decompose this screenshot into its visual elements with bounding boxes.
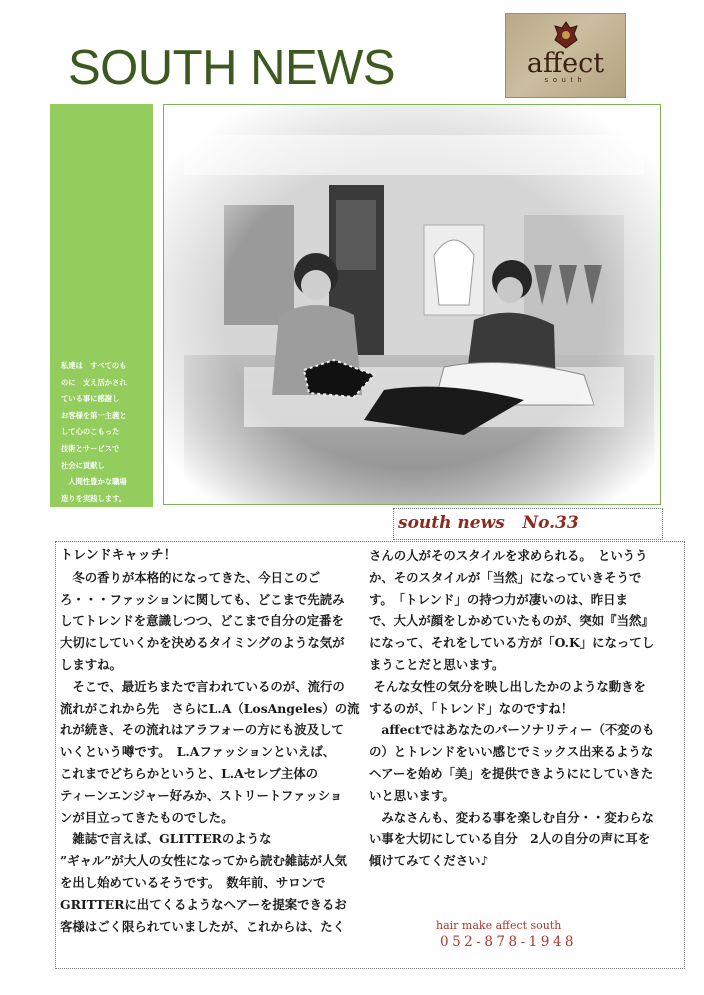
salon-phone: 052-878-1948 <box>440 934 578 950</box>
article-right-body: さんの人がそのスタイルを求められる。 というう か、そのスタイルが「当然」になっていきそうで す。 「トレンド」の持つ力が凄いのは、昨日ま で、大人が顔をしかめていたものが、突如『当然』 になって、それをしている方が「O.K」になってし まうことだと思います。 そんな女性の気分を映し出したかのような動きを するのが、「トレンド」なのですね！ affectではあなたのパーソナリティー（不変のも の）とトレンドをいい感じでミックス出来るような ヘアーを始め「美」を提供できようににしていきた いと思います。 みなさんも、変わる事を楽しむ自分・・変わらな い事を大切にしている自分 2人の自分の声に耳を 傾けてみてください♪ <box>369 548 655 869</box>
salon-photo <box>163 104 661 505</box>
logo-word: affect <box>526 48 605 79</box>
masthead-title: SOUTH NEWS <box>68 41 396 95</box>
salon-name: hair make affect south <box>436 919 562 932</box>
article-left-body: 冬の香りが本格的になってきた、今日このご ろ・・・ファッションに関しても、どこまで先読み してトレンドを意識しつつ、どこまで自分の定番を 大切にしていくかを決めるタイミングのような気が しますね。 そこで、最近ちまたで言われているのが、流行の 流れがこれから先 さらにL.A（LosAngeles）の流 れが続き、その流れはアラフォーの方にも波及して いくという噂です。 L.Aファッションといえば、 これまでどちらかというと、L.Aセレブ主体の ティーンエンジャー好みか、ストリートファッショ ンが目立ってきたものでした。 雑誌で言えば、GLITTERのような ”ギャル”が大人の女性になってから読む雑誌が人気 を出し始めているそうです。 数年前、サロンで GRITTERに出てくるようなヘアーを提案できるお 客様はごく限られていましたが、これからは、たく <box>60 569 360 934</box>
sidebar-text: 私達は すべてのも のに 支え活かされ ている事に感謝し お客様を第一主義と して心のこもった 技術とサービスで 社会に貢献し 人間性豊かな職場 造りを実践します。 <box>61 361 127 503</box>
article-heading: トレンドキャッチ！ <box>60 548 177 563</box>
crest-icon <box>551 20 581 50</box>
article-left-column <box>60 545 360 937</box>
issue-number: south news No.33 <box>393 508 663 540</box>
sidebar-panel <box>50 104 153 507</box>
salon-photo-image <box>164 105 661 505</box>
article-box <box>55 541 685 969</box>
logo-sub: south <box>544 77 587 84</box>
affect-logo <box>505 13 626 98</box>
